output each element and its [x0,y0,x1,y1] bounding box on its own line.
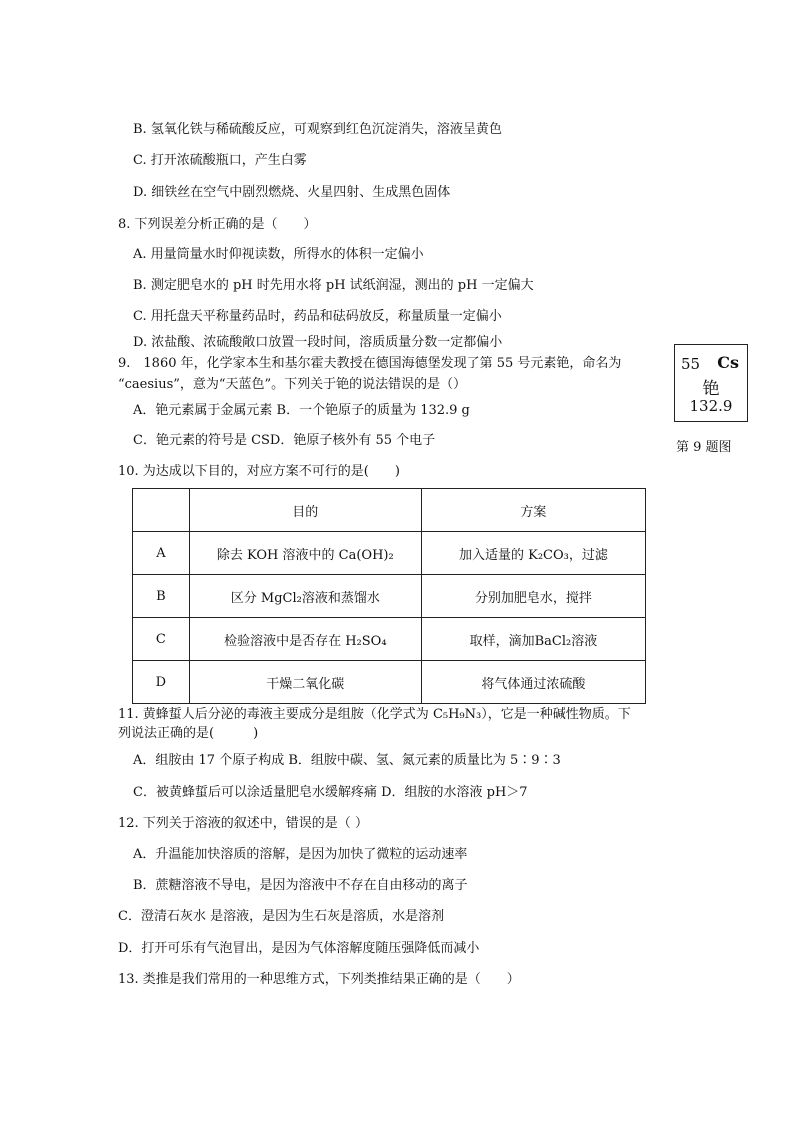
question-13: 13. 类推是我们常用的一种思维方式，下列类推结果正确的是（ ） [118,972,520,987]
line-9ab: A．铯元素属于金属元素 B．一个铯原子的质量为 132.9 g [133,403,470,418]
question-9: 9. 1860 年，化学家本生和基尔霍夫教授在德国海德堡发现了第 55 号元素铯，命名为 [118,356,622,371]
question-11: 11. 黄蜂蜇人后分泌的毒液主要成分是组胺（化学式为 C₅H₉N₃），它是一种碱性物质。下 [118,707,631,722]
line-7c: C. 打开浓硫酸瓶口，产生白雾 [133,153,307,168]
line-12a: A．升温能加快溶质的溶解，是因为加快了微粒的运动速率 [133,847,468,862]
table-cell: 取样，滴加BaCl₂溶液 [421,618,645,661]
table-cell: B [133,575,190,618]
table-header-row [133,489,646,532]
figure-caption: 第 9 题图 [676,440,732,455]
question-8: 8. 下列误差分析正确的是（ ） [118,217,317,232]
table-cell: 分别加肥皂水，搅拌 [421,575,645,618]
table-row [133,661,646,704]
question-10-table [132,488,646,704]
table-header-cell [133,489,190,532]
line-8c: C. 用托盘天平称量药品时，药品和砝码放反，称量质量一定偏小 [133,309,502,324]
line-8d: D. 浓盐酸、浓硫酸敞口放置一段时间，溶质质量分数一定都偏小 [133,335,503,350]
line-12b: B．蔗糖溶液不导电，是因为溶液中不存在自由移动的离子 [133,878,468,893]
line-8b: B. 测定肥皂水的 pH 时先用水将 pH 试纸润湿，测出的 pH 一定偏大 [133,278,534,293]
table-row [133,575,646,618]
table-cell: 干燥二氧化碳 [189,661,421,704]
line-12d: D．打开可乐有气泡冒出，是因为气体溶解度随压强降低而减小 [118,941,480,956]
question-9-cont: “caesius”，意为“天蓝色”。下列关于铯的说法错误的是（） [118,377,467,392]
question-10: 10. 为达成以下目的，对应方案不可行的是( ) [118,464,400,479]
atomic-mass: 132.9 [689,397,733,415]
atomic-number: 55 [681,355,701,373]
line-7b: B. 氢氧化铁与稀硫酸反应，可观察到红色沉淀消失，溶液呈黄色 [133,122,502,137]
table-header-cell: 目的 [189,489,421,532]
line-12c: C．澄清石灰水 是溶液，是因为生石灰是溶质，水是溶剂 [118,909,445,924]
table-cell: A [133,532,190,575]
cesium-element-card [674,344,748,422]
line-7d: D. 细铁丝在空气中剧烈燃烧、火星四射、生成黑色固体 [133,185,451,200]
table-header-cell: 方案 [421,489,645,532]
table-cell: 区分 MgCl₂溶液和蒸馏水 [189,575,421,618]
element-name: 铯 [702,379,720,399]
table-cell: C [133,618,190,661]
question-12: 12. 下列关于溶液的叙述中，错误的是（ ） [118,816,368,831]
line-11cd: C．被黄蜂蜇后可以涂适量肥皂水缓解疼痛 D．组胺的水溶液 pH＞7 [133,785,528,800]
table-cell: 除去 KOH 溶液中的 Ca(OH)₂ [189,532,421,575]
table-cell: 检验溶液中是否存在 H₂SO₄ [189,618,421,661]
question-11-cont: 列说法正确的是( ) [118,726,259,741]
table-cell: D [133,661,190,704]
table-cell: 将气体通过浓硫酸 [421,661,645,704]
line-9cd: C．铯元素的符号是 CSD．铯原子核外有 55 个电子 [133,433,436,448]
table-row [133,532,646,575]
table-cell: 加入适量的 K₂CO₃，过滤 [421,532,645,575]
line-8a: A. 用量筒量水时仰视读数，所得水的体积一定偏小 [133,247,424,262]
line-11ab: A．组胺由 17 个原子构成 B．组胺中碳、氢、氮元素的质量比为 5∶9∶3 [133,753,561,768]
table-row [133,618,646,661]
element-symbol: Cs [717,353,739,372]
